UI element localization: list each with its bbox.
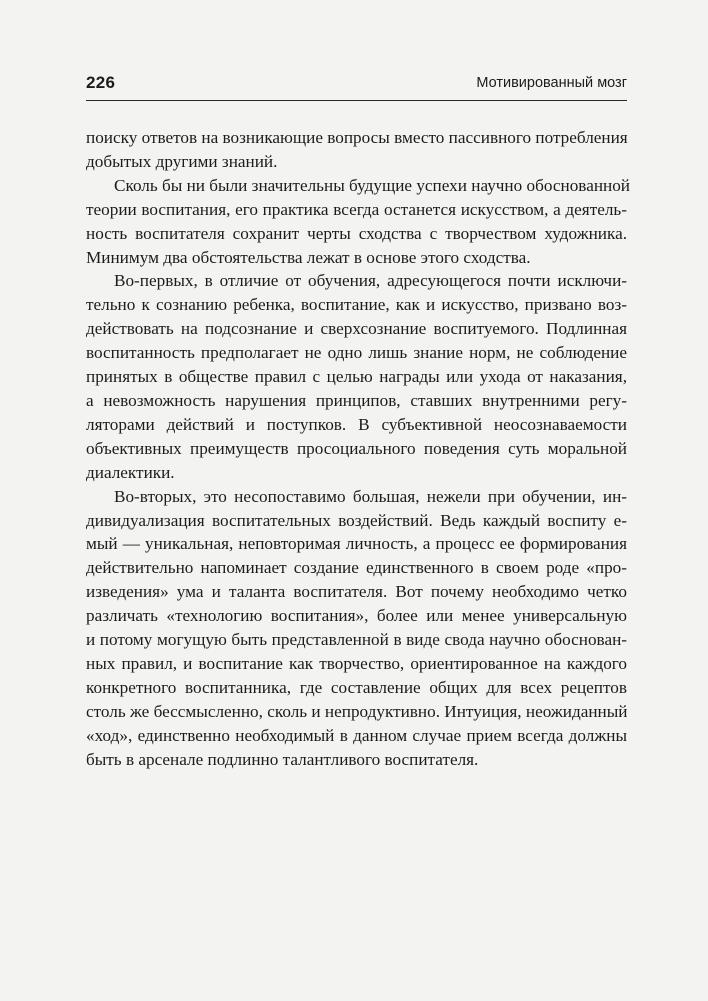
text-line: Минимум два обстоятельства лежат в основе этого сходства. <box>86 247 531 267</box>
text-line: диалектики. <box>86 462 175 482</box>
text-line: «ход», единственно необходимый в данном случае прием всегда должны <box>86 725 627 745</box>
text-line: объективных преимуществ просоциального поведения суть моральной <box>86 438 627 458</box>
text-line: быть в арсенале подлинно талантливого воспитателя. <box>86 749 479 769</box>
text-line: принятых в обществе правил с целью награды или ухода от наказания, <box>86 367 627 387</box>
text-line: конкретного воспитанника, где составление общих для всех рецептов <box>86 677 627 697</box>
text-line: тельно к сознанию ребенка, воспитание, как и искусство, призвано воз- <box>86 295 627 315</box>
text-line: поиску ответов на возникающие вопросы вместо пассивного потребления <box>86 128 628 147</box>
text-line: различать «технологию воспитания», более или менее универсальную <box>86 606 627 626</box>
text-line: Во-вторых, это несопоставимо большая, нежели при обучении, ин- <box>114 486 627 506</box>
text-line: изведения» ума и таланта воспитателя. Вот почему необходимо четко <box>86 582 627 602</box>
text-line: дивидуализация воспитательных воздействий. Ведь каждый воспиту е- <box>86 510 627 530</box>
text-line: действовать на подсознание и сверхсознание воспитуемого. Подлинная <box>86 319 627 339</box>
text-line: действительно напоминает создание единственного в своем роде «про- <box>86 558 627 578</box>
text-line: столь же бессмысленно, сколь и непродуктивно. Интуиция, неожиданный <box>86 701 628 721</box>
paragraph-continuation <box>86 126 627 174</box>
text-line: мый — уникальная, неповторимая личность, а процесс ее формирования <box>86 534 627 554</box>
text-line: Во-первых, в отличие от обучения, адресующегося почти исключи- <box>114 271 627 291</box>
text-line: теории воспитания, его практика всегда останется искусством, а деятель- <box>86 199 627 219</box>
text-line: ность воспитателя сохранит черты сходства с творчеством художника. <box>86 223 627 243</box>
text-line: добытых другими знаний. <box>86 151 278 171</box>
text-line: Сколь бы ни были значительны будущие успехи научно обоснованной <box>114 175 631 195</box>
running-header <box>86 70 627 101</box>
paragraph <box>86 174 631 270</box>
page-number: 226 <box>86 73 116 92</box>
body-text <box>86 126 631 771</box>
paragraph <box>86 485 627 772</box>
text-line: ных правил, и воспитание как творчество, ориентированное на каждого <box>86 653 627 673</box>
text-line: а невозможность нарушения принципов, ставших внутренними регу- <box>86 390 627 410</box>
text-line: и потому могущую быть представленной в виде свода научно обоснован- <box>86 630 627 650</box>
text-line: ляторами действий и поступков. В субъективной неосознаваемости <box>86 414 627 434</box>
book-title: Мотивированный мозг <box>476 75 627 91</box>
text-line: воспитанность предполагает не одно лишь знание норм, не соблюдение <box>86 343 627 363</box>
paragraph <box>86 269 627 484</box>
